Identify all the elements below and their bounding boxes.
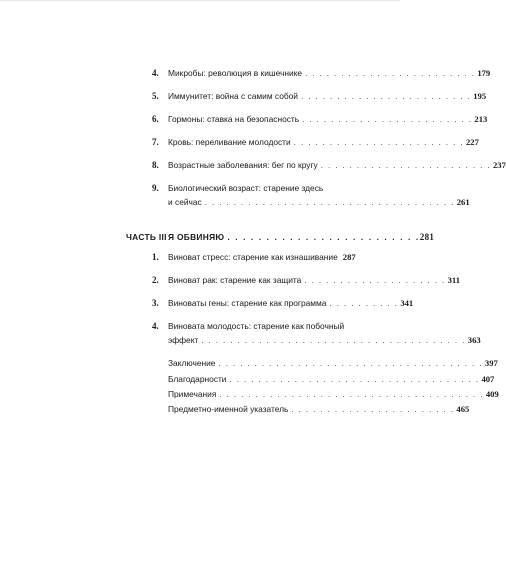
toc-entry-part3-chapter-1[interactable] xyxy=(168,252,356,263)
chapter-number: 2. xyxy=(152,275,159,285)
dot-leader: . . . . . . . . . . . . . . . . . . . . . . . . xyxy=(305,69,476,78)
dot-leader: . . . . . . . . . . . . . . . . . . . . . . . . xyxy=(302,115,473,124)
part-title: Я ОБВИНЯЮ xyxy=(168,232,225,242)
page-number: 397 xyxy=(484,358,498,368)
dot-leader: . . . . . . . . . . . . . . . . . . . . . . . . . . . . . . . . . . . xyxy=(229,375,480,384)
toc-entry-acknowledgements[interactable] xyxy=(168,374,495,385)
chapter-title: Виноват рак: старение как защита xyxy=(168,275,302,285)
chapter-title: Кровь: переливание молодости xyxy=(168,137,291,147)
toc-entry-part-3[interactable] xyxy=(126,232,435,242)
section-title: Заключение xyxy=(168,358,216,368)
dot-leader: . . . . . . . . . . . . . . . . . . . . . . . . . . . . . . . . . . . xyxy=(204,198,455,207)
toc-entry-part3-chapter-2[interactable] xyxy=(168,275,461,286)
page-number: 281 xyxy=(419,232,435,242)
dot-leader: . . . . . . . . . . . . . . . . . . . . . . . . . . . . . . . . . . . . . xyxy=(201,336,466,345)
chapter-number: 9. xyxy=(152,183,159,193)
page-number: 465 xyxy=(456,404,470,414)
dot-leader: . . . . . . . . . . . . . . . . . . . . xyxy=(304,276,446,285)
dot-leader: . . . . . . . . . . . . . . . . . . . . . . . . xyxy=(300,92,472,101)
section-title: Предметно-именной указатель xyxy=(168,404,289,414)
section-title: Благодарности xyxy=(168,374,227,384)
toc-entry-conclusion[interactable] xyxy=(168,358,498,369)
toc-entry-index[interactable] xyxy=(168,404,470,415)
toc-entry-part3-chapter-4[interactable] xyxy=(168,335,481,346)
page-number: 213 xyxy=(474,114,488,124)
chapter-title[interactable]: Виновата молодость: старение как побочный xyxy=(168,321,345,331)
page-top-border xyxy=(0,0,400,1)
page-number: 237 xyxy=(492,160,506,170)
dot-leader: . . . . . . . . . . . . . . . . . . . . . . . . xyxy=(320,161,491,170)
page-number: 363 xyxy=(467,335,481,345)
chapter-title: Возрастные заболевания: бег по кругу xyxy=(168,160,318,170)
chapter-title: Иммунитет: война с самим собой xyxy=(168,91,298,101)
dot-leader: . . . . . . . . . . . . . . . . . . . . . . . . xyxy=(293,138,464,147)
page-number: 407 xyxy=(481,374,495,384)
part-label: ЧАСТЬ III xyxy=(126,232,167,242)
chapter-title: Виноват стресс: старение как изнашивание xyxy=(168,252,338,262)
chapter-number: 1. xyxy=(152,252,159,262)
dot-leader: . . . . . . . . . . . . . . . . . . . . . . . . . . . . . . . . . . . . . xyxy=(218,359,483,368)
toc-entry-chapter-8[interactable] xyxy=(168,160,506,171)
toc-entry-chapter-6[interactable] xyxy=(168,114,488,125)
page-number: 195 xyxy=(473,91,487,101)
toc-entry-chapter-5[interactable] xyxy=(168,91,487,102)
toc-entry-chapter-9[interactable] xyxy=(168,197,470,208)
chapter-number: 6. xyxy=(152,114,159,124)
chapter-number: 7. xyxy=(152,137,159,147)
chapter-title-continued: эффект xyxy=(168,335,199,345)
toc-entry-notes[interactable] xyxy=(168,389,499,400)
chapter-number: 3. xyxy=(152,298,159,308)
chapter-title: Виноваты гены: старение как программа xyxy=(168,298,327,308)
page-number: 341 xyxy=(400,298,414,308)
page-number: 287 xyxy=(342,252,356,262)
chapter-title: Гормоны: ставка на безопасность xyxy=(168,114,300,124)
dot-leader: . . . . . . . . . . . . . . . . . . . . . . . . . . . . . . . . . . . . . xyxy=(219,390,484,399)
chapter-title: Микробы: революция в кишечнике xyxy=(168,68,303,78)
chapter-number: 4. xyxy=(152,68,159,78)
chapter-number: 5. xyxy=(152,91,159,101)
dot-leader: . . . . . . . . . . . . . . . . . . . . . . . . . xyxy=(227,232,420,242)
dot-leader: . . . . . . . . . . . . . . . . . . . . . . . xyxy=(291,405,455,414)
page-number: 311 xyxy=(447,275,461,285)
chapter-number: 8. xyxy=(152,160,159,170)
section-title: Примечания xyxy=(168,389,217,399)
page-number: 179 xyxy=(477,68,491,78)
toc-entry-chapter-7[interactable] xyxy=(168,137,479,148)
chapter-title-continued: и сейчас xyxy=(168,197,202,207)
dot-leader: . . . . . . . . . . xyxy=(329,299,399,308)
page-number: 261 xyxy=(456,197,470,207)
page-number: 227 xyxy=(465,137,479,147)
chapter-number: 4. xyxy=(152,321,159,331)
toc-entry-part3-chapter-3[interactable] xyxy=(168,298,414,309)
page-number: 409 xyxy=(485,389,499,399)
toc-entry-chapter-4[interactable] xyxy=(168,68,491,79)
chapter-title[interactable]: Биологический возраст: старение здесь xyxy=(168,183,324,193)
